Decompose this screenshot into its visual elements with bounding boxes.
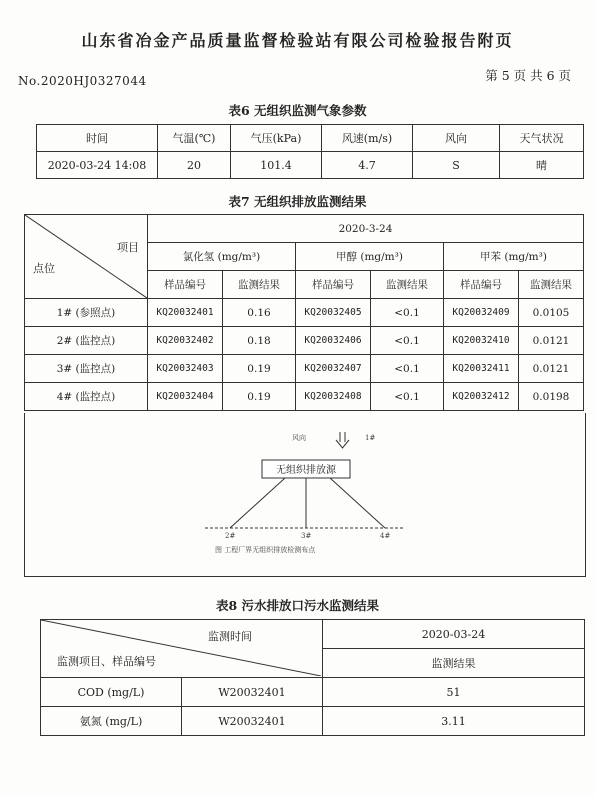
point-cell: 4# (监控点) xyxy=(25,383,148,411)
result-cell: 0.19 xyxy=(223,355,296,383)
header-cell: 风速(m/s) xyxy=(322,125,413,152)
sample-id: KQ20032409 xyxy=(444,299,519,327)
corner-point-label: 点位 xyxy=(33,262,55,275)
sample-id: KQ20032405 xyxy=(296,299,371,327)
header-cell: 气温(℃) xyxy=(158,125,231,152)
result-cell: 51 xyxy=(323,678,585,707)
wind-label: 风向 xyxy=(292,434,306,442)
sample-id: KQ20032401 xyxy=(148,299,223,327)
point-1-label: 1# xyxy=(365,434,376,442)
point-cell: 3# (监控点) xyxy=(25,355,148,383)
result-cell: 0.18 xyxy=(223,327,296,355)
table-row xyxy=(25,383,584,411)
sample-id: KQ20032407 xyxy=(296,355,371,383)
sample-id: W20032401 xyxy=(182,707,323,736)
item-cell: COD (mg/L) xyxy=(41,678,182,707)
table-row xyxy=(41,707,585,736)
result-cell: 0.0198 xyxy=(519,383,584,411)
result-cell: 0.19 xyxy=(223,383,296,411)
table-row xyxy=(25,299,584,327)
group-hcl: 氯化氢 (mg/m³) xyxy=(148,243,296,271)
header-cell: 风向 xyxy=(413,125,500,152)
cell-weather: 晴 xyxy=(500,152,584,179)
point-cell: 1# (参照点) xyxy=(25,299,148,327)
diagonal-line xyxy=(25,215,147,298)
table6-caption: 表6 无组织监测气象参数 xyxy=(228,103,367,118)
point-4-label: 4# xyxy=(380,532,391,540)
subheader-cell: 监测结果 xyxy=(519,271,584,299)
sample-id: KQ20032406 xyxy=(296,327,371,355)
wind-arrow-icon xyxy=(336,432,349,448)
result-cell: <0.1 xyxy=(371,383,444,411)
point-cell: 2# (监控点) xyxy=(25,327,148,355)
group-toluene: 甲苯 (mg/m³) xyxy=(444,243,584,271)
item-cell: 氨氮 (mg/L) xyxy=(41,707,182,736)
corner-cell xyxy=(25,215,148,299)
sample-id: KQ20032404 xyxy=(148,383,223,411)
wastewater-table xyxy=(40,619,585,736)
result-cell: 0.0105 xyxy=(519,299,584,327)
header-cell: 天气状况 xyxy=(500,125,584,152)
result-cell: 0.0121 xyxy=(519,355,584,383)
result-cell: <0.1 xyxy=(371,327,444,355)
sample-id: W20032401 xyxy=(182,678,323,707)
result-header: 监测结果 xyxy=(323,649,585,678)
sample-id: KQ20032412 xyxy=(444,383,519,411)
figure-caption: 图 工程厂界无组织排放检测布点 xyxy=(215,546,316,554)
corner-time-label: 监测时间 xyxy=(208,630,252,643)
date-cell: 2020-03-24 xyxy=(323,620,585,649)
cell-time: 2020-03-24 14:08 xyxy=(37,152,158,179)
table-row xyxy=(25,327,584,355)
report-number: No.2020HJ0327044 xyxy=(18,74,147,88)
corner-item-label: 项目 xyxy=(117,241,139,254)
cell-wind-dir: S xyxy=(413,152,500,179)
sample-id: KQ20032403 xyxy=(148,355,223,383)
date-cell: 2020-3-24 xyxy=(148,215,584,243)
corner-item-label: 监测项目、样品编号 xyxy=(57,655,156,668)
table-row xyxy=(41,678,585,707)
subheader-cell: 样品编号 xyxy=(444,271,519,299)
point-2-label: 2# xyxy=(225,532,236,540)
header-cell: 气压(kPa) xyxy=(231,125,322,152)
subheader-cell: 监测结果 xyxy=(223,271,296,299)
result-cell: 3.11 xyxy=(323,707,585,736)
subheader-cell: 样品编号 xyxy=(296,271,371,299)
result-cell: 0.0121 xyxy=(519,327,584,355)
weather-table xyxy=(36,124,584,179)
corner-cell xyxy=(41,620,323,678)
emission-source-label: 无组织排放源 xyxy=(276,465,336,476)
result-cell: <0.1 xyxy=(371,355,444,383)
cell-pressure: 101.4 xyxy=(231,152,322,179)
cell-wind-speed: 4.7 xyxy=(322,152,413,179)
report-title: 山东省冶金产品质量监督检验站有限公司检验报告附页 xyxy=(81,31,514,50)
emission-table xyxy=(24,214,584,411)
point-3-label: 3# xyxy=(301,532,312,540)
sample-id: KQ20032408 xyxy=(296,383,371,411)
header-cell: 时间 xyxy=(37,125,158,152)
sample-id: KQ20032410 xyxy=(444,327,519,355)
sampling-layout-diagram xyxy=(200,428,410,558)
subheader-cell: 监测结果 xyxy=(371,271,444,299)
table7-caption: 表7 无组织排放监测结果 xyxy=(228,194,367,209)
sample-id: KQ20032411 xyxy=(444,355,519,383)
sample-id: KQ20032402 xyxy=(148,327,223,355)
cell-temp: 20 xyxy=(158,152,231,179)
result-cell: 0.16 xyxy=(223,299,296,327)
group-methanol: 甲醇 (mg/m³) xyxy=(296,243,444,271)
table8-caption: 表8 污水排放口污水监测结果 xyxy=(215,598,380,613)
page-indicator: 第 5 页 共 6 页 xyxy=(485,68,571,83)
result-cell: <0.1 xyxy=(371,299,444,327)
subheader-cell: 样品编号 xyxy=(148,271,223,299)
table-row xyxy=(25,355,584,383)
table-header-row xyxy=(37,125,584,152)
table-row xyxy=(37,152,584,179)
